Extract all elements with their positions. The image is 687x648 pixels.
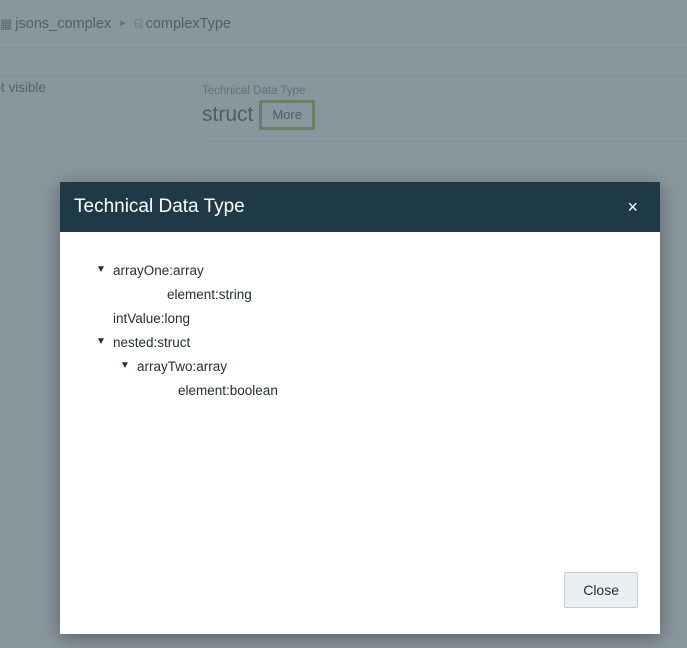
tree-node-label: arrayOne:array xyxy=(113,262,204,278)
dialog-body xyxy=(60,232,660,564)
tree-node-label: element:string xyxy=(167,286,252,302)
tree-node-intvalue[interactable] xyxy=(78,306,642,330)
technical-data-type-dialog xyxy=(60,182,660,634)
dialog-header xyxy=(60,182,660,232)
chevron-down-icon[interactable]: ▼ xyxy=(120,360,130,371)
close-icon[interactable]: × xyxy=(623,196,642,218)
chevron-down-icon[interactable]: ▼ xyxy=(96,264,106,275)
tree-node-label: element:boolean xyxy=(178,382,278,398)
tree-node-arraytwo-element[interactable] xyxy=(78,378,642,402)
tree-node-label: nested:struct xyxy=(113,334,191,350)
dialog-title: Technical Data Type xyxy=(74,196,245,217)
chevron-down-icon[interactable]: ▼ xyxy=(96,336,106,347)
tree-node-label: arrayTwo:array xyxy=(137,358,228,374)
tree-node-label: intValue:long xyxy=(113,310,191,326)
close-button[interactable]: Close xyxy=(564,572,638,608)
tree-node-arrayone[interactable] xyxy=(78,258,642,282)
tree-node-arrayone-element[interactable] xyxy=(78,282,642,306)
tree-node-arraytwo[interactable] xyxy=(78,354,642,378)
tree-node-nested[interactable] xyxy=(78,330,642,354)
dialog-footer xyxy=(60,564,660,634)
